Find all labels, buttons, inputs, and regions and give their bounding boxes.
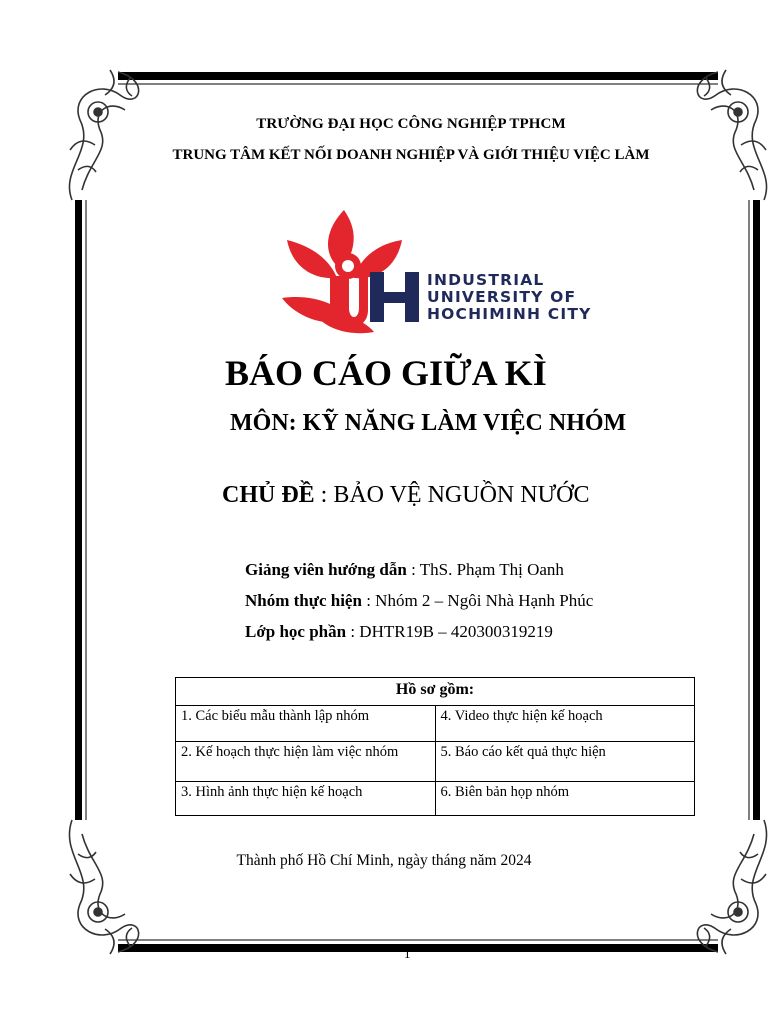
dossier-table [175,677,695,816]
school-name: TRƯỜNG ĐẠI HỌC CÔNG NGHIỆP TPHCM [256,116,566,132]
info-value: : Nhóm 2 – Ngôi Nhà Hạnh Phúc [361,591,594,610]
corner-ornament-top-right [697,70,766,200]
info-value: : ThS. Phạm Thị Oanh [406,560,564,579]
table-cell: 3. Hình ảnh thực hiện kế hoạch [176,782,436,816]
table-cell: 1. Các biểu mẫu thành lập nhóm [176,706,436,742]
dossier-header: Hồ sơ gồm: [176,678,695,706]
logo-line-2: UNIVERSITY OF [427,288,577,306]
info-class [245,622,553,642]
info-instructor [245,560,564,580]
table-cell: 2. Kế hoạch thực hiện làm việc nhóm [176,742,436,782]
place-date: Thành phố Hồ Chí Minh, ngày tháng năm 2024 [236,852,532,869]
table-row [176,782,695,816]
table-row [176,742,695,782]
table-row [176,706,695,742]
topic-line [222,482,590,509]
subject-line: MÔN: KỸ NĂNG LÀM VIỆC NHÓM [230,410,627,436]
table-cell: 4. Video thực hiện kế hoạch [435,706,695,742]
topic-label: CHỦ ĐỀ [222,482,315,508]
logo-line-1: INDUSTRIAL [427,271,545,289]
info-label: Lớp học phần [245,622,347,641]
corner-ornament-top-left [69,70,138,200]
table-cell: 5. Báo cáo kết quả thực hiện [435,742,695,782]
logo-line-3: HOCHIMINH CITY [427,305,592,323]
report-title: BÁO CÁO GIỮA KÌ [225,353,547,393]
info-value: : DHTR19B – 420300319219 [346,622,553,641]
corner-ornament-bottom-left [69,820,138,954]
info-group [245,591,593,611]
corner-ornament-bottom-right [697,820,766,954]
page-number: 1 [404,946,411,961]
center-name: TRUNG TÂM KẾT NỐI DOANH NGHIỆP VÀ GIỚI THIỆU VIỆC LÀM [172,147,650,163]
info-label: Nhóm thực hiện [245,591,362,610]
info-label: Giảng viên hướng dẫn [245,560,407,579]
table-cell: 6. Biên bản họp nhóm [435,782,695,816]
logo-wordmark [427,272,592,323]
topic-value: : BẢO VỆ NGUỒN NƯỚC [314,482,590,508]
